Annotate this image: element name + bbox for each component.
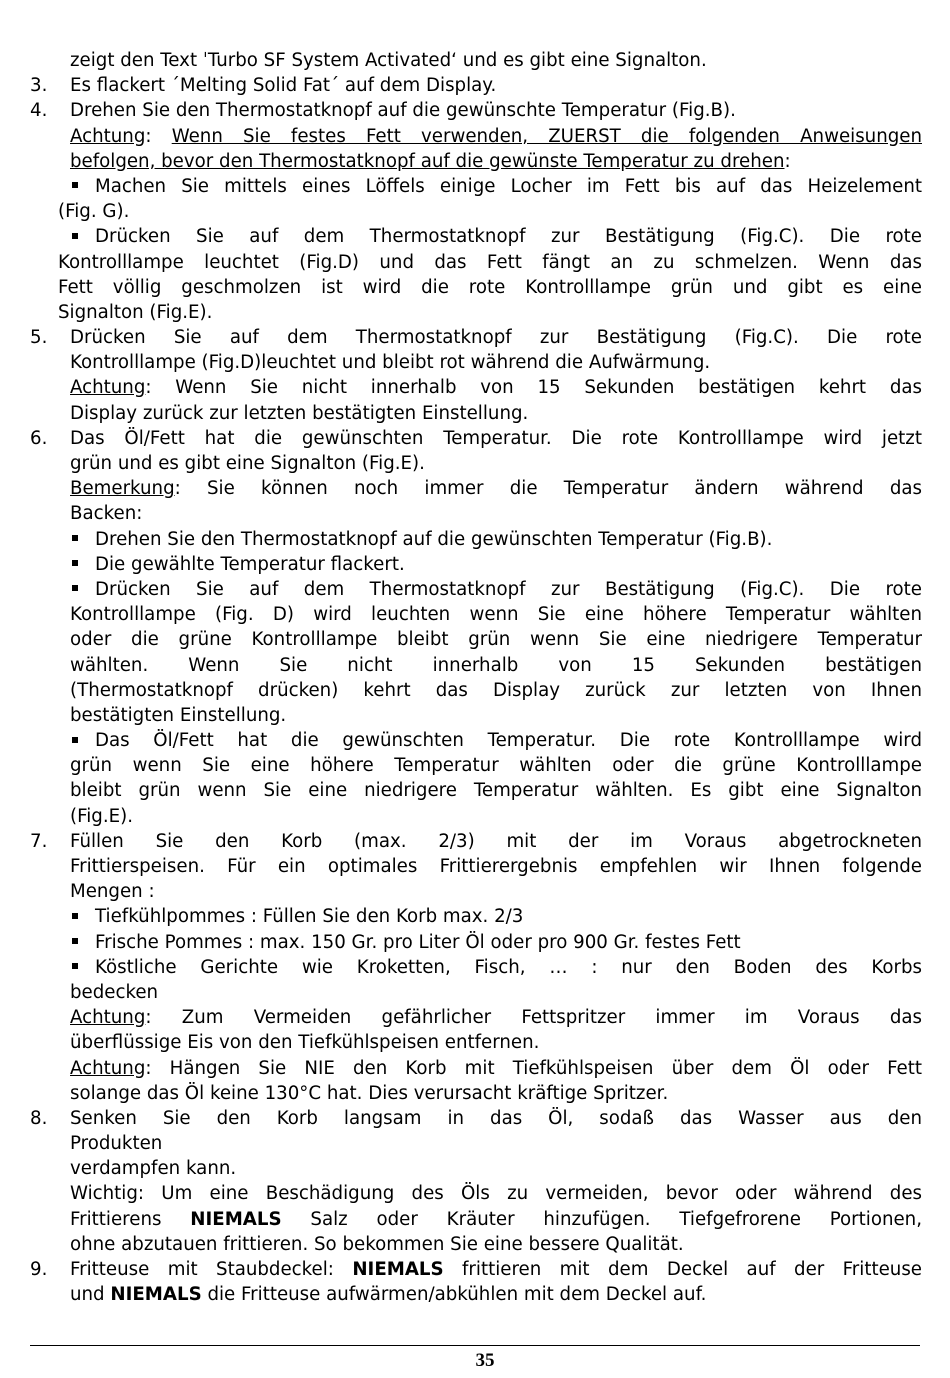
text-run: Drehen Sie den Thermostatknopf auf die gewünschte Temperatur (Fig.B). <box>70 100 736 122</box>
text-line <box>30 1056 922 1081</box>
bullet-icon <box>70 224 95 249</box>
text-run: (Thermostatknopf drücken) kehrt das Display zurück zur letzten von Ihnen <box>70 679 922 701</box>
text-line <box>30 149 922 174</box>
text-run: Tiefkühlpommes : Füllen Sie den Korb max. 2/3 <box>95 906 524 928</box>
bullet-icon <box>70 728 95 753</box>
text-run: grün wenn Sie eine höhere Temperatur wählten oder die grüne Kontrolllampe <box>70 755 922 777</box>
bold-text: NIEMALS <box>110 1284 202 1306</box>
text-line <box>30 627 922 652</box>
list-number: 4. <box>30 100 48 122</box>
text-line <box>30 955 922 980</box>
text-run: bedecken <box>70 981 159 1003</box>
text-run: Drücken Sie auf dem Thermostatknopf zur Bestätigung (Fig.C). Die rote <box>95 226 922 248</box>
list-number: 8. <box>30 1107 48 1129</box>
text-line <box>30 879 922 904</box>
text-line <box>30 73 922 98</box>
text-run: Das Öl/Fett hat die gewünschten Temperatur. Die rote Kontrolllampe wird <box>95 730 922 752</box>
text-run: Das Öl/Fett hat die gewünschten Temperatur. Die rote Kontrolllampe wird jetzt <box>70 427 922 449</box>
text-run: Fett völlig geschmolzen ist wird die rote Kontrolllampe grün und gibt es eine <box>58 276 922 298</box>
bullet-icon <box>70 174 95 199</box>
list-number: 6. <box>30 427 48 449</box>
text-run: Die gewählte Temperatur flackert. <box>95 553 405 575</box>
text-line <box>30 829 922 854</box>
text-line <box>30 1005 922 1030</box>
text-line <box>30 1131 922 1156</box>
text-line <box>30 375 922 400</box>
text-run: Fritteuse mit Staubdeckel: <box>70 1259 353 1280</box>
text-line <box>30 325 922 350</box>
text-run: Köstliche Gerichte wie Kroketten, Fisch, … : nur den Boden des Korbs <box>95 956 922 978</box>
text-run: die Fritteuse aufwärmen/abkühlen mit dem Deckel auf. <box>201 1284 707 1306</box>
text-line <box>30 1030 922 1055</box>
list-number: 7. <box>30 830 48 852</box>
text-line <box>30 728 922 753</box>
text-line <box>30 980 922 1005</box>
text-line <box>30 602 922 627</box>
bullet-icon <box>70 955 95 980</box>
text-run: und <box>70 1284 111 1306</box>
text-line <box>30 476 922 501</box>
text-run: Frittierspeisen. Für ein optimales Frittierergebnis empfehlen wir Ihnen folgende <box>70 856 922 877</box>
text-line <box>30 124 922 149</box>
text-run: : Hängen Sie NIE den Korb mit Tiefkühlspeisen über dem Öl oder Fett <box>145 1057 922 1079</box>
text-line <box>30 703 922 728</box>
text-run: solange das Öl keine 130°C hat. Dies verursacht kräftige Spritzer. <box>70 1082 669 1104</box>
text-run: oder die grüne Kontrolllampe bleibt grün wenn Sie eine niedrigere Temperatur <box>70 629 922 651</box>
text-run: verdampfen kann. <box>70 1158 237 1180</box>
footer-rule <box>30 1345 920 1346</box>
text-run: Salz oder Kräuter hinzufügen. Tiefgefrorene Portionen, <box>281 1208 922 1230</box>
list-number: 5. <box>30 327 48 349</box>
document-body <box>30 48 922 1307</box>
text-run: Drücken Sie auf dem Thermostatknopf zur Bestätigung (Fig.C). Die rote <box>70 327 922 349</box>
underlined-text: Wenn Sie festes Fett verwenden, ZUERST die folgenden Anweisungen <box>171 125 922 147</box>
text-run: Kontrolllampe leuchtet (Fig.D) und das Fett fängt an zu schmelzen. Wenn das <box>58 251 922 273</box>
text-line <box>30 930 922 955</box>
text-run: : <box>784 150 791 172</box>
text-run: Frittierens <box>70 1208 191 1230</box>
text-run: Signalton (Fig.E). <box>58 301 213 323</box>
text-run: wählten. Wenn Sie nicht innerhalb von 15 Sekunden bestätigen <box>70 654 922 676</box>
bullet-icon <box>70 552 95 577</box>
text-run: Produkten <box>70 1133 163 1155</box>
underlined-label: Achtung <box>70 1007 146 1029</box>
text-run: : Sie können noch immer die Temperatur ändern während das <box>174 478 922 500</box>
text-run: überflüssige Eis von den Tiefkühlspeisen entfernen. <box>70 1032 540 1054</box>
underlined-text: befolgen, bevor den Thermostatknopf auf die gewünste Temperatur zu drehen <box>70 150 785 172</box>
text-line <box>30 199 922 224</box>
text-run: Machen Sie mittels eines Löffels einige Locher im Fett bis auf das Heizelement <box>95 175 922 197</box>
text-line <box>30 300 922 325</box>
text-run: (Fig.E). <box>70 805 133 827</box>
text-run: : Zum Vermeiden gefährlicher Fettspritzer immer im Voraus das <box>145 1007 922 1029</box>
bullet-icon <box>70 904 95 929</box>
bullet-icon <box>70 527 95 552</box>
bold-text: NIEMALS <box>190 1208 282 1230</box>
text-run: frittieren mit dem Deckel auf der Fritteuse <box>443 1259 922 1280</box>
text-line <box>30 653 922 678</box>
text-run: Füllen Sie den Korb (max. 2/3) mit der im Voraus abgetrockneten <box>70 830 922 852</box>
text-run: ohne abzutauen frittieren. So bekommen Sie eine bessere Qualität. <box>70 1233 684 1255</box>
text-line <box>30 854 922 879</box>
text-run: (Fig. G). <box>58 201 130 223</box>
text-line <box>30 224 922 249</box>
text-line <box>30 401 922 426</box>
text-run: Display zurück zur letzten bestätigten Einstellung. <box>70 402 529 424</box>
text-run: Kontrolllampe (Fig.D)leuchtet und bleibt rot während die Aufwärmung. <box>70 352 711 374</box>
text-line <box>30 501 922 526</box>
text-line <box>30 48 922 73</box>
bold-text: NIEMALS <box>352 1259 444 1280</box>
text-line <box>30 1081 922 1106</box>
bullet-icon <box>70 577 95 602</box>
text-run: grün und es gibt eine Signalton (Fig.E). <box>70 453 425 474</box>
text-run: Kontrolllampe (Fig. D) wird leuchten wenn Sie eine höhere Temperatur wählten <box>70 604 922 626</box>
text-run: Frische Pommes : max. 150 Gr. pro Liter Öl oder pro 900 Gr. festes Fett <box>95 931 741 953</box>
text-run: Wichtig: Um eine Beschädigung des Öls zu vermeiden, bevor oder während des <box>70 1183 922 1205</box>
underlined-label: Achtung <box>70 1057 146 1079</box>
text-line <box>30 904 922 929</box>
text-line <box>30 426 922 451</box>
text-line <box>30 1282 922 1307</box>
text-line <box>30 1257 922 1282</box>
text-run: bestätigten Einstellung. <box>70 704 287 726</box>
text-line <box>30 250 922 275</box>
text-line <box>30 275 922 300</box>
text-line <box>30 552 922 577</box>
text-run: Backen: <box>70 503 143 525</box>
text-run: zeigt den Text ˈTurbo SF System Activated‘ und es gibt eine Signalton. <box>70 50 707 71</box>
text-run: Drehen Sie den Thermostatknopf auf die gewünschten Temperatur (Fig.B). <box>95 528 773 550</box>
underlined-label: Achtung <box>70 125 146 147</box>
text-run: Es flackert ´Melting Solid Fat´ auf dem Display. <box>70 75 497 97</box>
text-run: Senken Sie den Korb langsam in das Öl, sodaß das Wasser aus den <box>70 1107 922 1129</box>
text-line <box>30 527 922 552</box>
text-run: : Wenn Sie nicht innerhalb von 15 Sekunden bestätigen kehrt das <box>145 377 922 399</box>
underlined-label: Bemerkung <box>70 478 175 500</box>
text-line <box>30 350 922 375</box>
text-line <box>30 1106 922 1131</box>
text-line <box>30 174 922 199</box>
text-line <box>30 753 922 778</box>
text-run: : <box>145 125 152 147</box>
text-line <box>30 98 922 123</box>
text-run: bleibt grün wenn Sie eine niedrigere Temperatur wählten. Es gibt eine Signalton <box>70 780 922 802</box>
underlined-label: Achtung <box>70 377 146 399</box>
text-line <box>30 577 922 602</box>
bullet-icon <box>70 930 95 955</box>
text-line <box>30 1232 922 1257</box>
text-line <box>30 451 922 476</box>
text-run: Drücken Sie auf dem Thermostatknopf zur Bestätigung (Fig.C). Die rote <box>95 578 922 600</box>
page-number: 35 <box>475 1350 495 1371</box>
text-run: Mengen : <box>70 881 155 903</box>
list-number: 9. <box>30 1259 48 1280</box>
text-line <box>30 804 922 829</box>
text-line <box>30 1156 922 1181</box>
text-run <box>152 126 172 147</box>
text-line <box>30 778 922 803</box>
text-line <box>30 678 922 703</box>
text-line <box>30 1181 922 1206</box>
list-number: 3. <box>30 75 48 97</box>
text-line <box>30 1207 922 1232</box>
